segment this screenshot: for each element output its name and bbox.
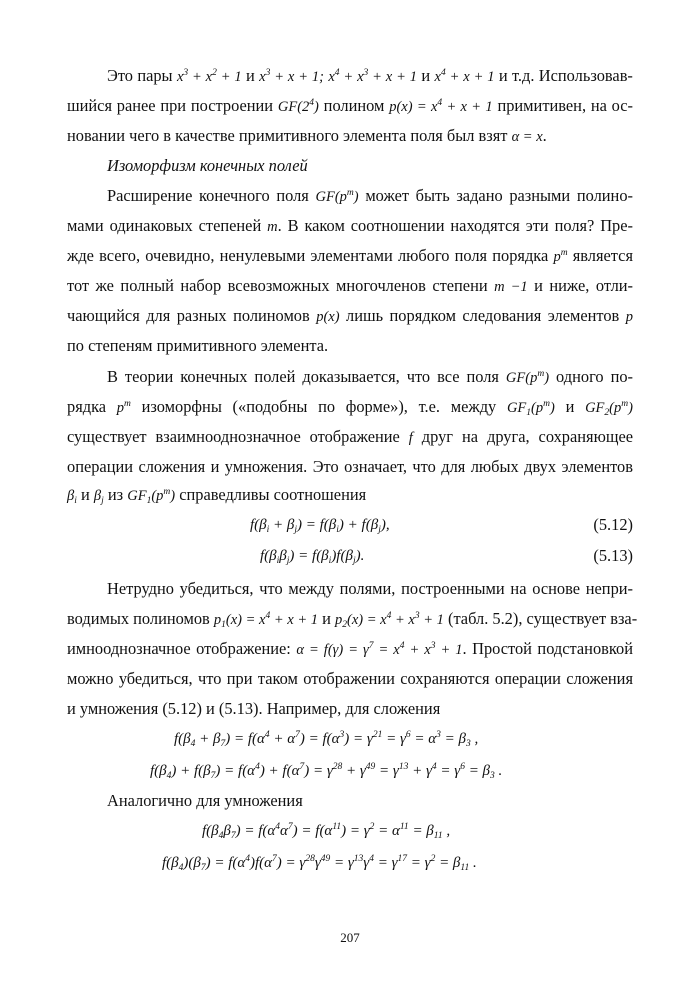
text-line: рядка $p^m$ изоморфны («подобны по форме»), т.е. между $GF_1(p^m)$ и $GF_2(p^m)$	[67, 397, 633, 418]
math-inline: $GF_1(p^m)$	[127, 487, 176, 506]
equation-5-13: $f(\beta_i\beta_j) = f(\beta_i)f(\beta_j)$.	[260, 548, 365, 566]
text-line: жде всего, очевидно, ненулевыми элементами любого поля порядка $p^m$ является	[67, 246, 633, 265]
math-inline: $p^m$	[553, 248, 568, 265]
math-inline: $x^4 + x^3 + x + 1$	[328, 68, 418, 85]
math-inline: $p^m$	[116, 399, 131, 416]
math-inline: $GF_2(p^m)$	[585, 399, 633, 418]
math-inline: $GF(p^m)$	[315, 188, 359, 205]
math-inline: $p_1(x) = x^4 + x + 1$	[213, 611, 319, 630]
text-line: по степеням примитивного элемента.	[67, 336, 329, 355]
equation-multiplication-2: $f(\beta_4)(\beta_7) = f(\alpha^4)f(\alpha^7) = \gamma^{28}\gamma^{49} = \gamma^{13}\gamma^4 = \gamma^{17} = \gamma^2 = \beta_{11}$ .	[162, 854, 477, 873]
text-line: $\beta_i$ и $\beta_j$ из $GF_1(p^m)$ справедливы соотношения	[67, 485, 367, 506]
math-inline: $GF_1(p^m)$	[506, 399, 555, 418]
equation-5-12: $f(\beta_i + \beta_j) = f(\beta_i) + f(\beta_j)$,	[250, 517, 390, 535]
equation-multiplication-1: $f(\beta_4\beta_7) = f(\alpha^4\alpha^7) = f(\alpha^{11}) = \gamma^2 = \alpha^{11} = \beta_{11}$ ,	[202, 822, 451, 841]
text-line: тот же полный набор всевозможных многочленов степени m −1 и ниже, отли-	[67, 276, 633, 295]
math-inline: $x^3 + x^2 + 1$	[176, 68, 242, 85]
math-inline: $\beta_j$	[93, 488, 104, 506]
math-inline: α = x	[511, 129, 543, 145]
math-inline: $\beta_i$	[67, 488, 77, 506]
math-inline: $x^3 + x + 1$;	[259, 68, 324, 85]
equation-number: (5.13)	[593, 546, 633, 565]
text-line: и умножения (5.12) и (5.13). Например, для сложения	[67, 699, 441, 718]
equation-number: (5.12)	[593, 515, 633, 534]
math-inline: $p_2(x) = x^4 + x^3 + 1$	[335, 611, 444, 630]
text-line: новании чего в качестве примитивного элемента поля был взят α = x.	[67, 126, 547, 145]
text-line: Расширение конечного поля $GF(p^m)$ может быть задано разными полино-	[107, 186, 633, 205]
math-inline: $x^4 + x + 1$	[434, 68, 495, 85]
math-inline: $\alpha = f(\gamma) = \gamma^7 = x^4 + x^3 + 1$	[296, 641, 463, 658]
equation-addition-1: $f(\beta_4 + \beta_7) = f(\alpha^4 + \alpha^7) = f(\alpha^3) = \gamma^{21} = \gamma^6 = \alpha^3 = \beta_3$ ,	[174, 730, 479, 749]
text-line: Нетрудно убедиться, что между полями, построенными на основе непри-	[107, 579, 633, 598]
text-line: В теории конечных полей доказывается, что все поля $GF(p^m)$ одного по-	[107, 367, 633, 386]
text-line: водимых полиномов $p_1(x) = x^4 + x + 1$ и $p_2(x) = x^4 + x^3 + 1$ (табл. 5.2), существует вза-	[67, 609, 638, 630]
text-line: имнооднозначное отображение: $\alpha = f(\gamma) = \gamma^7 = x^4 + x^3 + 1$. Простой подстановкой	[67, 639, 633, 658]
text-line: существует взаимнооднозначное отображение f друг на друга, сохраняющее	[67, 427, 633, 446]
math-inline: $p(x) = x^4 + x + 1$	[389, 98, 493, 115]
text-line: шийся ранее при построении $GF(2^4)$ полином $p(x) = x^4 + x + 1$ примитивен, на ос-	[67, 96, 633, 115]
text-line: операции сложения и умножения. Это означает, что для любых двух элементов	[67, 457, 633, 476]
text-line: Это пары $x^3 + x^2 + 1$ и $x^3 + x + 1$; $x^4 + x^3 + x + 1$ и $x^4 + x + 1$ и т.д. Использовав-	[107, 66, 633, 85]
math-inline: $GF(2^4)$	[277, 98, 319, 115]
text-line: можно убедиться, что при таком отображении сохраняются операции сложения	[67, 669, 633, 688]
equation-addition-2: $f(\beta_4) + f(\beta_7) = f(\alpha^4) + f(\alpha^7) = \gamma^{28} + \gamma^{49} = \gamma^{13} + \gamma^4 = \gamma^6 = \beta_3$ .	[150, 762, 503, 781]
text-line: мами одинаковых степеней m. В каком соотношении находятся эти поля? Пре-	[67, 216, 633, 235]
text-line: чающийся для разных полиномов p(x) лишь порядком следования элементов p	[67, 306, 634, 325]
math-inline: $GF(p^m)$	[505, 369, 550, 386]
page-number: 207	[340, 930, 360, 945]
text-line: Аналогично для умножения	[107, 791, 303, 810]
section-heading: Изоморфизм конечных полей	[107, 156, 308, 175]
